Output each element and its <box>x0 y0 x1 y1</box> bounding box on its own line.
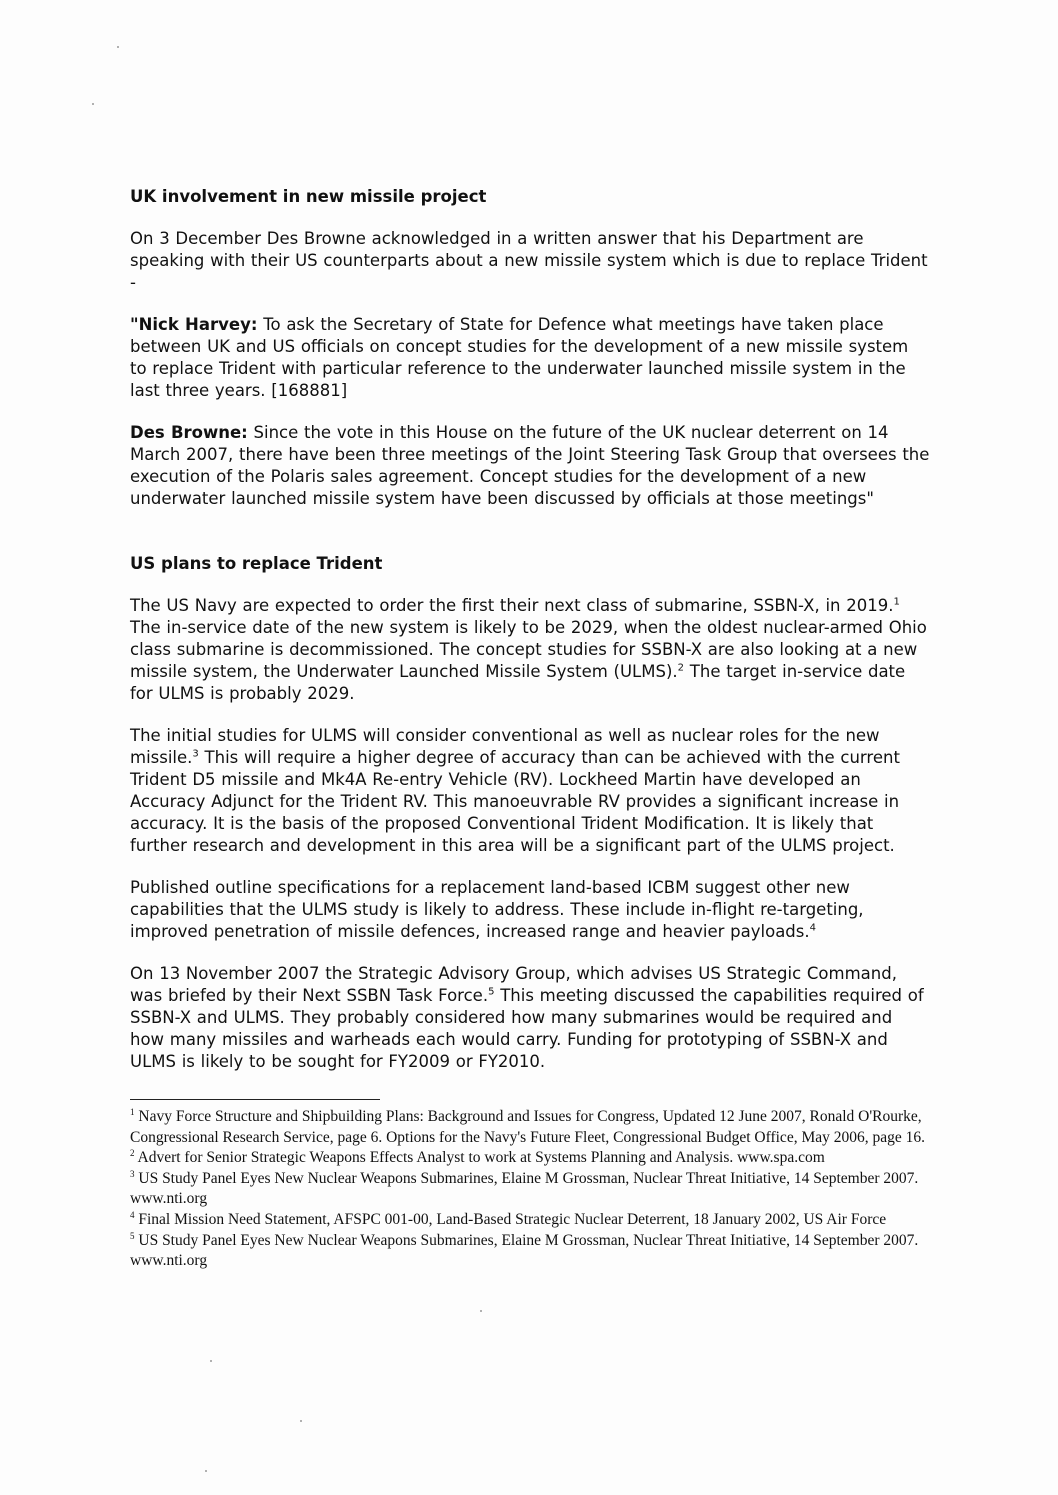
paragraph-text: This will require a higher degree of accuracy than can be achieved with the current Trident D5 missile and Mk4A Re-entry Vehicle (RV). Lockheed Martin have developed an Accuracy Adjunct for the Trident RV. This manoeuvrable RV provides a significant increase in accuracy. It is the basis of the proposed Conventional Trident Modification. It is likely that further research and development in this area will be a significant part of the ULMS project. <box>130 748 900 855</box>
footnote-text: US Study Panel Eyes New Nuclear Weapons Submarines, Elaine M Grossman, Nuclear Threat Initiative, 14 September 2007. www.nti.org <box>130 1231 919 1270</box>
paragraph-text: The target in-service date for ULMS is probably 2029. <box>130 662 906 703</box>
body-paragraph <box>130 595 930 705</box>
question-paragraph <box>130 314 930 402</box>
footnote-ref: 4 <box>809 922 816 934</box>
paragraph-text: The initial studies for ULMS will consider conventional as well as nuclear roles for the new missile. <box>130 726 880 767</box>
scan-speck <box>480 1310 482 1312</box>
body-paragraph <box>130 877 930 943</box>
scan-speck <box>117 46 119 48</box>
footnote-ref: 1 <box>893 596 900 608</box>
footnote-text: US Study Panel Eyes New Nuclear Weapons Submarines, Elaine M Grossman, Nuclear Threat Initiative, 14 September 2007. www.nti.org <box>130 1169 919 1208</box>
speaker-name: Des Browne: <box>130 423 248 442</box>
paragraph-text: Published outline specifications for a replacement land-based ICBM suggest other new capabilities that the ULMS study is likely to address. These include in-flight re-targeting, improved penetration of missile defences, increased range and heavier payloads. <box>130 878 864 941</box>
footnote-2 <box>130 1148 950 1169</box>
footnote-number: 4 <box>130 1209 135 1220</box>
paragraph-text: On 13 November 2007 the Strategic Advisory Group, which advises US Strategic Command, was briefed by their Next SSBN Task Force. <box>130 964 897 1005</box>
footnote-ref: 2 <box>677 662 685 674</box>
footnote-number: 5 <box>130 1230 135 1241</box>
speaker-name: "Nick Harvey: <box>130 315 258 334</box>
footnote-number: 1 <box>130 1106 135 1117</box>
footnote-3 <box>130 1169 950 1210</box>
paragraph-text: The in-service date of the new system is likely to be 2029, when the oldest nuclear-armed Ohio class submarine is decommissioned. The concept studies for SSBN-X are also looking at a new missile system, the Underwater Launched Missile System (ULMS). <box>130 618 927 681</box>
footnote-5 <box>130 1231 950 1272</box>
footnote-text: Final Mission Need Statement, AFSPC 001-00, Land-Based Strategic Nuclear Deterrent, 18 January 2002, US Air Force <box>134 1210 887 1228</box>
answer-paragraph <box>130 422 930 510</box>
scan-speck <box>300 1420 302 1422</box>
footnote-number: 3 <box>130 1168 135 1179</box>
footnote-4 <box>130 1210 950 1231</box>
footnote-text: Navy Force Structure and Shipbuilding Plans: Background and Issues for Congress, Updated 12 June 2007, Ronald O'Rourke, Congressional Research Service, page 6. Options for the Navy's Future Fleet, Congressional Budget Office, May 2006, page 16. <box>130 1108 925 1146</box>
footnote-ref: 5 <box>488 986 495 998</box>
paragraph-text: The US Navy are expected to order the first their next class of submarine, SSBN-X, in 2019. <box>130 596 894 615</box>
scan-speck <box>205 1470 207 1472</box>
footnote-ref: 3 <box>192 748 199 760</box>
paragraph-text: This meeting discussed the capabilities required of SSBN-X and ULMS. They probably considered how many submarines would be required and how many missiles and warheads each would carry. Funding for prototyping of SSBN-X and ULMS is likely to be sought for FY2009 or FY2010. <box>130 986 924 1071</box>
section-heading-uk-involvement: UK involvement in new missile project <box>130 187 487 206</box>
scan-speck <box>92 103 94 105</box>
intro-paragraph <box>130 228 930 294</box>
footnote-number: 2 <box>130 1148 135 1159</box>
body-paragraph <box>130 725 930 857</box>
footnote-1 <box>130 1107 950 1148</box>
body-paragraph <box>130 963 930 1073</box>
paragraph-text: To ask the Secretary of State for Defence what meetings have taken place between UK and US officials on concept studies for the development of a new missile system to replace Trident with particular reference to the underwater launched missile system in the last three years. [168881] <box>130 315 909 400</box>
scan-speck <box>210 1360 212 1362</box>
body-content <box>130 186 930 1093</box>
footnote-divider <box>130 1099 380 1100</box>
footnote-text: Advert for Senior Strategic Weapons Effects Analyst to work at Systems Planning and Analysis. www.spa.com <box>134 1149 825 1167</box>
paragraph-text: Since the vote in this House on the future of the UK nuclear deterrent on 14 March 2007, there have been three meetings of the Joint Steering Task Group that oversees the execution of the Polaris sales agreement. Concept studies for the development of a new underwater launched missile system have been discussed by officials at those meetings" <box>130 423 930 508</box>
footnotes <box>130 1107 950 1272</box>
section-heading-us-plans: US plans to replace Trident <box>130 554 383 573</box>
paragraph-text: On 3 December Des Browne acknowledged in a written answer that his Department are speaking with their US counterparts about a new missile system which is due to replace Trident - <box>130 229 928 292</box>
